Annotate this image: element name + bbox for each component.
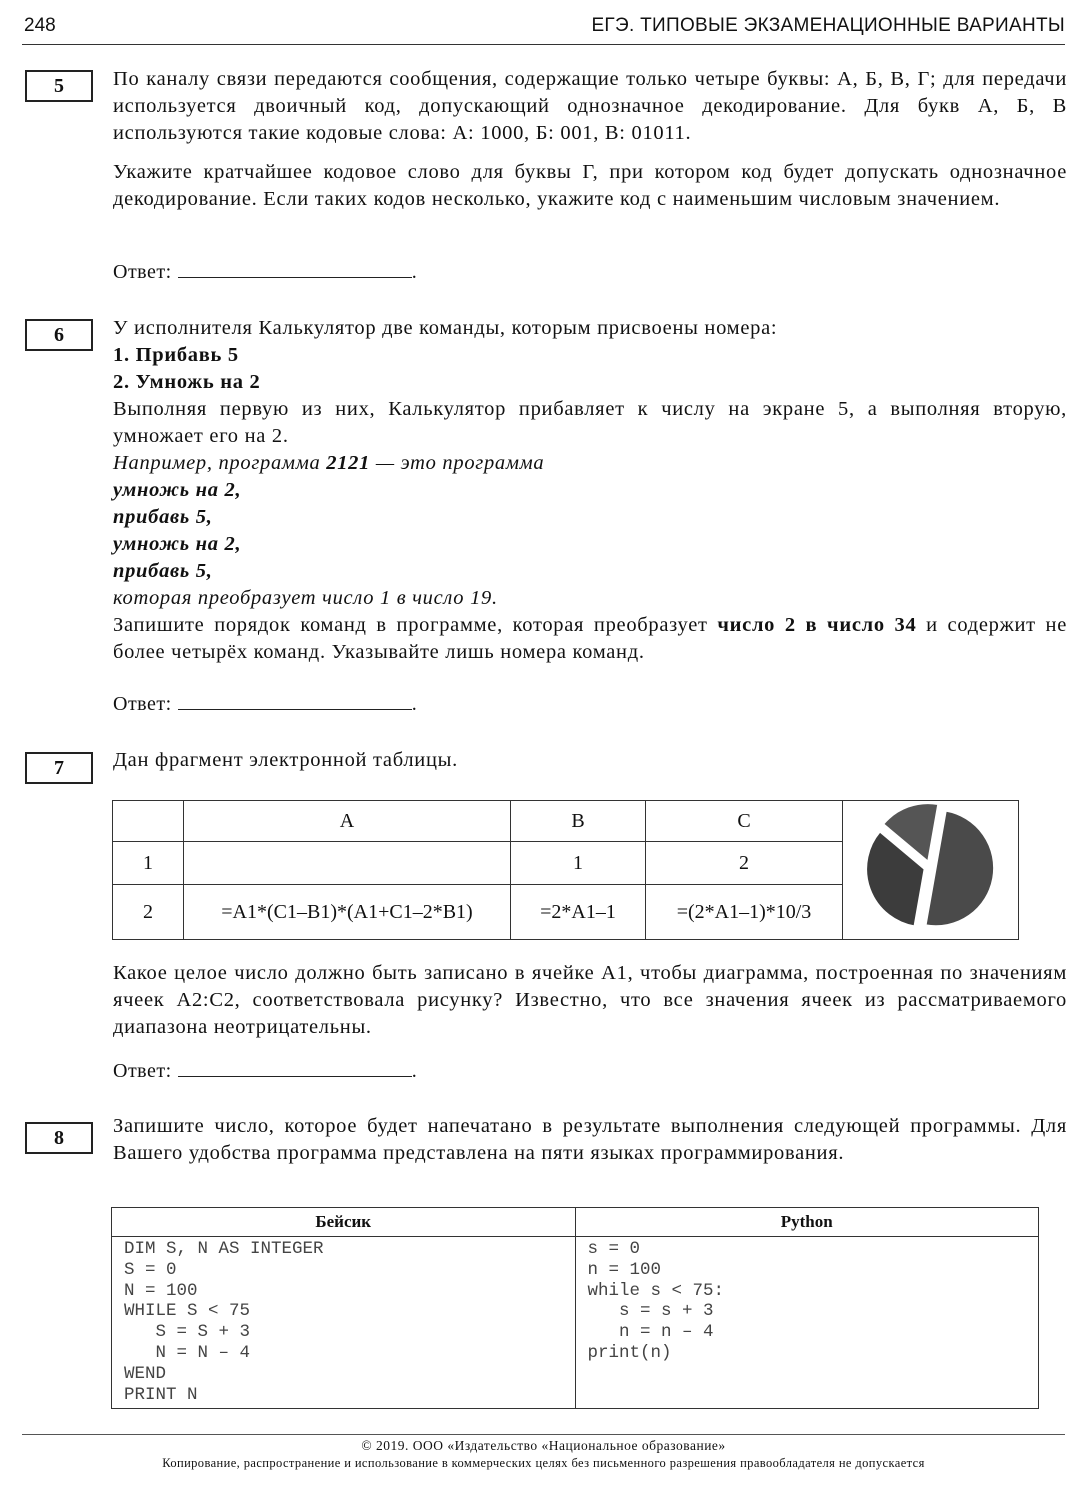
code-line: while s < 75: [587, 1280, 725, 1301]
cell-c2: =(2*A1–1)*10/3 [646, 885, 843, 940]
cell-a1 [184, 842, 511, 885]
copyright-notice: Копирование, распространение и использование в коммерческих целях без письменного разрешения правообладателя не допускается [162, 1456, 925, 1470]
task-7-intro: Дан фрагмент электронной таблицы. [113, 749, 458, 771]
column-header-a: A [184, 801, 511, 842]
code-line: WHILE S < 75 [124, 1301, 251, 1322]
example-heading: Например, программа 2121 — это программа [113, 452, 545, 474]
footer-divider [22, 1434, 1065, 1435]
code-line: N = N – 4 [124, 1342, 251, 1363]
task-6-intro: У исполнителя Калькулятор две команды, которым присвоены номера: [113, 317, 778, 339]
task-5-answer-field[interactable] [178, 259, 412, 278]
task-6-text [113, 315, 1067, 666]
task-6-description: Выполняя первую из них, Калькулятор прибавляет к числу на экране 5, а выполняя вторую, умножает его на 2. [113, 398, 1067, 447]
basic-column-title: Бейсик [112, 1208, 576, 1237]
task-6-answer-field[interactable] [178, 691, 412, 710]
row-header-2: 2 [113, 885, 184, 940]
task-5-paragraph-1: По каналу связи передаются сообщения, содержащие только четыре буквы: А, Б, В, Г; для передачи используется двоичный код, допускающий однозначное декодирование. Для букв А, Б, В используются такие кодовые слова: А: 1000, Б: 001, В: 01011. [113, 68, 1067, 144]
pie-chart [843, 801, 1018, 933]
code-line: S = 0 [124, 1259, 177, 1280]
python-code [575, 1237, 1039, 1409]
answer-label: Ответ: [113, 1060, 172, 1082]
task-7-number: 7 [25, 752, 93, 784]
answer-label: Ответ: [113, 261, 172, 283]
task-8-intro: Запишите число, которое будет напечатано в результате выполнения следующей программы. Для Вашего удобства программа представлена на пяти языках программирования. [113, 1115, 1067, 1164]
task-6-number: 6 [25, 319, 93, 351]
python-column-title: Python [575, 1208, 1039, 1237]
column-header-c: C [646, 801, 843, 842]
running-header: ЕГЭ. ТИПОВЫЕ ЭКЗАМЕНАЦИОННЫЕ ВАРИАНТЫ [591, 15, 1065, 36]
task-7-question: Какое целое число должно быть записано в ячейке A1, чтобы диаграмма, построенная по значениям ячеек A2:C2, соответствовала рисунку? Известно, что все значения ячеек из рассматриваемого диапазона неотрицательны. [113, 962, 1067, 1038]
column-header-b: B [511, 801, 646, 842]
example-step-1: умножь на 2, [113, 479, 242, 501]
task-7-answer: Ответ: . [113, 1060, 418, 1082]
task-5-number: 5 [25, 70, 93, 102]
task-6-answer: Ответ: . [113, 693, 418, 715]
cell-b2: =2*A1–1 [511, 885, 646, 940]
command-1: 1. Прибавь 5 [113, 344, 239, 366]
task-6-question: Запишите порядок команд в программе, которая преобразует число 2 в число 34 и содержит не более четырёх команд. Указывайте лишь номера команд. [113, 614, 1067, 663]
command-2: 2. Умножь на 2 [113, 371, 261, 393]
code-line: PRINT N [124, 1384, 198, 1405]
task-5-text [113, 66, 1067, 213]
task-7-answer-field[interactable] [178, 1058, 412, 1077]
code-line: S = S + 3 [124, 1322, 251, 1343]
code-line: WEND [124, 1363, 167, 1384]
code-line: print(n) [587, 1342, 672, 1363]
copyright-line: © 2019. ООО «Издательство «Национальное образование» [361, 1438, 726, 1453]
code-line: s = 0 [587, 1239, 641, 1259]
cell-b1: 1 [511, 842, 646, 885]
task-5-paragraph-2: Укажите кратчайшее кодовое слово для буквы Г, при котором код будет допускать однозначное декодирование. Если таких кодов несколько, укажите код с наименьшим числовым значением. [113, 161, 1067, 210]
program-table [111, 1207, 1039, 1409]
cell-a2: =A1*(C1–B1)*(A1+C1–2*B1) [184, 885, 511, 940]
example-step-2: прибавь 5, [113, 506, 213, 528]
cell-c1: 2 [646, 842, 843, 885]
code-line: s = s + 3 [587, 1301, 714, 1322]
task-8-number: 8 [25, 1122, 93, 1154]
example-step-4: прибавь 5, [113, 560, 213, 582]
example-result: которая преобразует число 1 в число 19. [113, 587, 498, 609]
pie-chart-cell [843, 801, 1019, 940]
answer-label: Ответ: [113, 693, 172, 715]
task-5-answer: Ответ: . [113, 261, 418, 283]
code-line: DIM S, N AS INTEGER [124, 1239, 324, 1259]
row-header-1: 1 [113, 842, 184, 885]
basic-code [112, 1237, 576, 1409]
header-divider [22, 44, 1065, 45]
page-number: 248 [24, 15, 56, 36]
corner-cell [113, 801, 184, 842]
example-step-3: умножь на 2, [113, 533, 242, 555]
code-line: n = 100 [587, 1259, 662, 1280]
spreadsheet-fragment [112, 800, 1019, 940]
code-line: N = 100 [124, 1280, 198, 1301]
pie-slice-1 [926, 811, 994, 926]
code-line: n = n – 4 [587, 1322, 714, 1343]
